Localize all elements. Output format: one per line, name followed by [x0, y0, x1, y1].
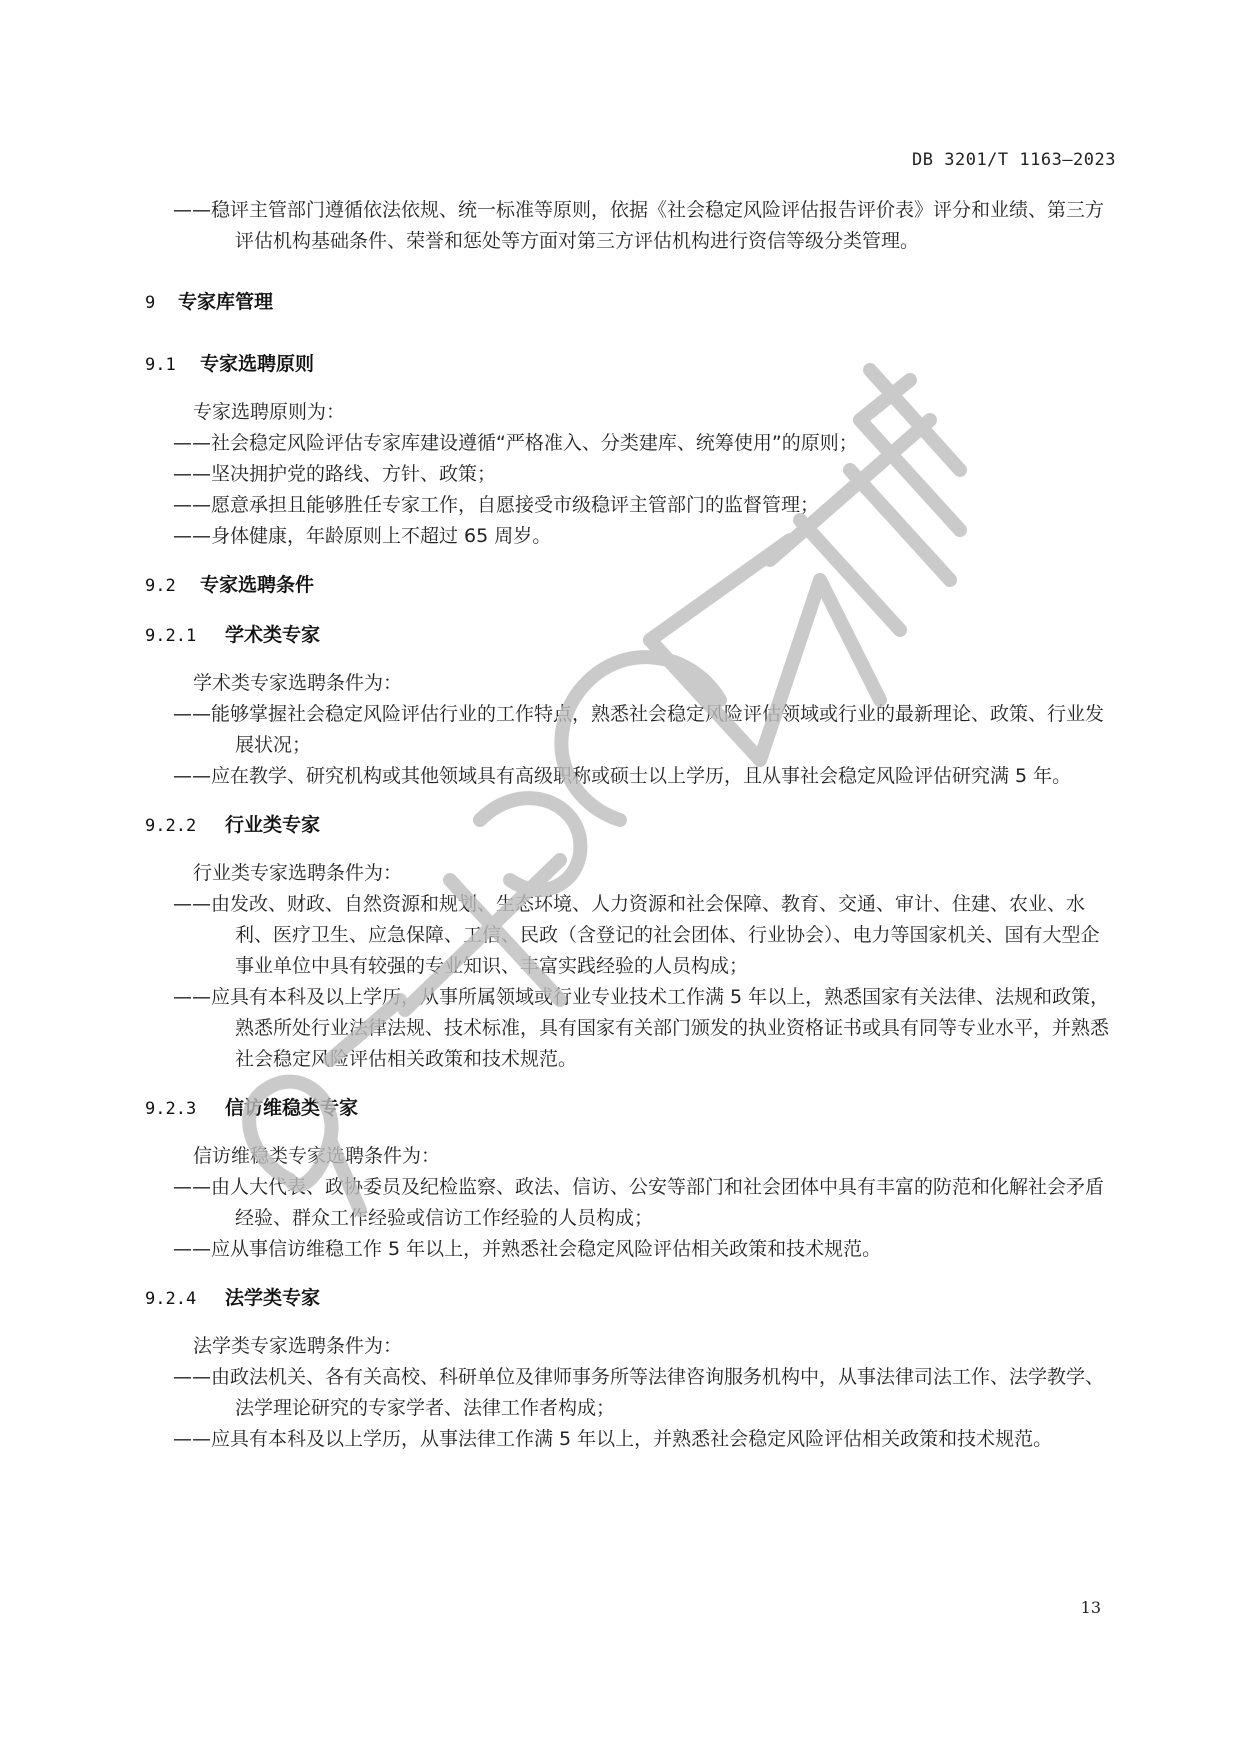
section-title: 学术类专家 — [225, 624, 321, 646]
section-lead: 学术类专家选聘条件为： — [193, 672, 403, 694]
section-lead: 行业类专家选聘条件为： — [193, 862, 403, 884]
list-item: ——身体健康，年龄原则上不超过 65 周岁。 — [173, 525, 552, 547]
list-item: ——应从事信访维稳工作 5 年以上，并熟悉社会稳定风险评估相关政策和技术规范。 — [173, 1238, 882, 1260]
section-9-2-2-heading — [145, 810, 1115, 842]
list-item: ——应具有本科及以上学历，从事法律工作满 5 年以上，并熟悉社会稳定风险评估相关政策和技术规范。 — [173, 1428, 1053, 1450]
list-item: ——应具有本科及以上学历，从事所属领域或行业专业技术工作满 5 年以上，熟悉国家有关法律、法规和政策，熟悉所处行业法律法规、技术标准，具有国家有关部门颁发的执业资格证书或具有同等专业水平，并熟悉社会稳定风险评估相关政策和技术规范。 — [173, 986, 1110, 1070]
list-item: ——由政法机关、各有关高校、科研单位及律师事务所等法律咨询服务机构中，从事法律司法工作、法学教学、法学理论研究的专家学者、法律工作者构成； — [173, 1366, 1105, 1419]
section-9-2-heading — [145, 570, 1115, 602]
section-lead: 法学类专家选聘条件为： — [193, 1335, 403, 1357]
section-title: 专家选聘条件 — [200, 574, 315, 596]
section-number: 9 — [145, 293, 156, 313]
list-item: ——能够掌握社会稳定风险评估行业的工作特点，熟悉社会稳定风险评估领域或行业的最新理论、政策、行业发展状况； — [173, 703, 1105, 756]
section-number: 9.2.1 — [145, 626, 197, 646]
list-item: ——社会稳定风险评估专家库建设遵循“严格准入、分类建库、统筹使用”的原则； — [173, 432, 858, 454]
section-number: 9.2.3 — [145, 1099, 197, 1119]
section-number: 9.2.4 — [145, 1289, 197, 1309]
document-body — [145, 195, 1115, 1455]
intro-item: ——稳评主管部门遵循依法依规、统一标准等原则，依据《社会稳定风险评估报告评价表》评分和业绩、第三方评估机构基础条件、荣誉和惩处等方面对第三方评估机构进行资信等级分类管理。 — [173, 199, 1105, 252]
section-number: 9.2 — [145, 576, 176, 596]
section-title: 信访维稳类专家 — [225, 1097, 359, 1119]
section-title: 行业类专家 — [225, 814, 321, 836]
section-number: 9.2.2 — [145, 816, 197, 836]
section-9-2-1-heading — [145, 620, 1115, 652]
section-9-2-3-heading — [145, 1093, 1115, 1125]
list-item: ——坚决拥护党的路线、方针、政策； — [173, 463, 497, 485]
section-9-heading — [145, 287, 1115, 319]
list-item: ——由人大代表、政协委员及纪检监察、政法、信访、公安等部门和社会团体中具有丰富的防范和化解社会矛盾经验、群众工作经验或信访工作经验的人员构成； — [173, 1176, 1105, 1229]
list-item: ——由发改、财政、自然资源和规划、生态环境、人力资源和社会保障、教育、交通、审计、住建、农业、水利、医疗卫生、应急保障、工信、民政（含登记的社会团体、行业协会）、电力等国家机关、国有大型企事业单位中具有较强的专业知识、丰富实践经验的人员构成； — [173, 893, 1100, 977]
section-number: 9.1 — [145, 355, 176, 375]
list-item: ——愿意承担且能够胜任专家工作，自愿接受市级稳评主管部门的监督管理； — [173, 494, 820, 516]
list-item: ——应在教学、研究机构或其他领域具有高级职称或硕士以上学历，且从事社会稳定风险评估研究满 5 年。 — [173, 765, 1072, 787]
section-lead: 专家选聘原则为： — [193, 401, 346, 423]
section-9-1-heading — [145, 349, 1115, 381]
page-number: 13 — [1080, 1598, 1101, 1617]
section-lead: 信访维稳类专家选聘条件为： — [193, 1145, 441, 1167]
section-title: 专家库管理 — [178, 291, 274, 313]
section-title: 法学类专家 — [225, 1287, 321, 1309]
standard-number: DB 3201/T 1163—2023 — [912, 150, 1116, 170]
section-9-2-4-heading — [145, 1283, 1115, 1315]
section-title: 专家选聘原则 — [200, 353, 315, 375]
